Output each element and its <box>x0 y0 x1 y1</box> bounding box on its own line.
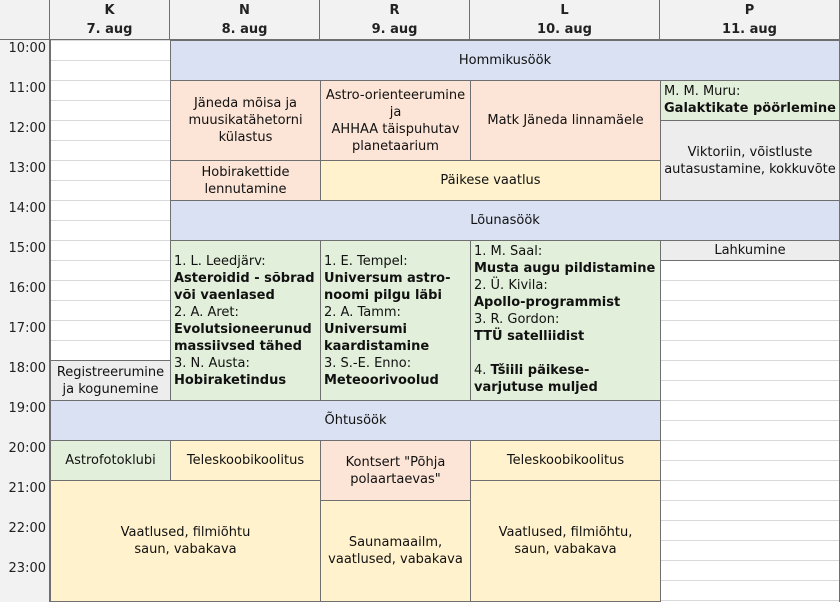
speaker-name: 1. E. Tempel: <box>324 254 408 269</box>
talk-title: Tšiili päikese- <box>490 363 590 378</box>
day-letter: R <box>389 3 400 18</box>
day-letter: K <box>104 3 115 18</box>
event-saunamaailm: Saunamaailm, vaatlused, vabakava <box>320 500 471 602</box>
time-label: 20:00 <box>0 440 50 480</box>
talk-title: Meteoorivoolud <box>324 373 439 388</box>
speaker-name: 2. A. Tamm: <box>324 305 401 320</box>
event-vaatlused-aug10: Vaatlused, filmiõhtu, saun, vabakava <box>470 480 661 602</box>
day-letter: L <box>560 3 569 18</box>
day-date: 11. aug <box>722 22 777 37</box>
time-label: 18:00 <box>0 360 50 400</box>
talk-title: Evolutsioneerunud <box>174 322 312 337</box>
event-viktoriin: Viktoriin, võistluste autasustamine, kokkuvõte <box>660 120 840 201</box>
event-kontsert: Kontsert "Põhja polaartaevas" <box>320 440 471 501</box>
day-header-l <box>470 0 660 40</box>
time-label: 21:00 <box>0 480 50 520</box>
day-date: 7. aug <box>86 22 133 37</box>
event-astro-orienteerumine: Astro-orienteerumine ja AHHAA täispuhutav planetaarium <box>320 80 471 161</box>
time-label: 15:00 <box>0 240 50 280</box>
speaker-name: 3. N. Austa: <box>174 356 250 371</box>
event-hommikusook: Hommikusöök <box>170 40 840 81</box>
speaker-name: 4. <box>474 363 491 378</box>
talk-title: või vaenlased <box>174 288 275 303</box>
speaker-name: 3. R. Gordon: <box>474 312 560 327</box>
event-hobirakettide: Hobirakettide lennutamine <box>170 160 321 201</box>
event-astrofotoklubi: Astrofotoklubi <box>50 440 171 481</box>
event-lectures-aug8 <box>170 240 321 401</box>
speaker-name: 2. Ü. Kivila: <box>474 278 548 293</box>
day-header-p <box>660 0 840 40</box>
time-label: 14:00 <box>0 200 50 240</box>
speaker-name: 1. L. Leedjärv: <box>174 254 266 269</box>
talk-title: massiivsed tähed <box>174 339 302 354</box>
event-registreerumine: Registreerumine ja kogunemine <box>50 360 171 401</box>
event-janeda-visit: Jäneda mõisa ja muusikatähetorni külastus <box>170 80 321 161</box>
day-header-n <box>170 0 320 40</box>
event-paikese-vaatlus: Päikese vaatlus <box>320 160 661 201</box>
time-label: 22:00 <box>0 520 50 560</box>
time-label: 12:00 <box>0 120 50 160</box>
talk-title: kaardistamine <box>324 339 430 354</box>
event-ohtusook: Õhtusöök <box>50 400 661 441</box>
talk-title: Apollo-programmist <box>474 295 621 310</box>
talk-title: Universumi <box>324 322 407 337</box>
talk-title: Hobiraketindus <box>174 373 287 388</box>
day-date: 8. aug <box>221 22 268 37</box>
time-label: 13:00 <box>0 160 50 200</box>
speaker-name: 3. S.-E. Enno: <box>324 356 412 371</box>
time-label: 17:00 <box>0 320 50 360</box>
day-date: 10. aug <box>537 22 592 37</box>
day-letter: P <box>744 3 755 18</box>
talk-title: Galaktikate pöörlemine <box>664 101 836 116</box>
speaker-name: M. M. Muru: <box>664 84 741 99</box>
talk-title: noomi pilgu läbi <box>324 288 442 303</box>
talk-title: TTÜ satelliidist <box>474 329 585 344</box>
time-label: 19:00 <box>0 400 50 440</box>
time-label: 11:00 <box>0 80 50 120</box>
event-teleskoobikoolitus-aug8: Teleskoobikoolitus <box>170 440 321 481</box>
event-teleskoobikoolitus-aug10: Teleskoobikoolitus <box>470 440 661 481</box>
time-label: 16:00 <box>0 280 50 320</box>
speaker-name: 1. M. Saal: <box>474 244 543 259</box>
talk-title: Musta augu pildistamine <box>474 261 656 276</box>
talk-4 <box>474 362 657 379</box>
time-label: 10:00 <box>0 40 50 80</box>
talk-title: Asteroidid - sõbrad <box>174 271 315 286</box>
spacer <box>474 345 657 362</box>
time-label: 23:00 <box>0 560 50 602</box>
talk-title: varjutuse muljed <box>474 380 598 395</box>
event-lounasook: Lõunasöök <box>170 200 840 241</box>
talk-title: Universum astro- <box>324 271 451 286</box>
event-matk: Matk Jäneda linnamäele <box>470 80 661 161</box>
day-header-k <box>50 0 170 40</box>
day-date: 9. aug <box>371 22 418 37</box>
event-lectures-aug9 <box>320 240 471 401</box>
speaker-name: 2. A. Aret: <box>174 305 239 320</box>
event-vaatlused-aug7-8: Vaatlused, filmiõhtu saun, vabakava <box>50 480 321 602</box>
event-lahkumine: Lahkumine <box>660 240 840 261</box>
event-muru-talk <box>660 80 840 121</box>
day-letter: N <box>239 3 250 18</box>
event-lectures-aug10 <box>470 240 661 401</box>
corner-cell <box>0 0 50 40</box>
day-header-r <box>320 0 470 40</box>
